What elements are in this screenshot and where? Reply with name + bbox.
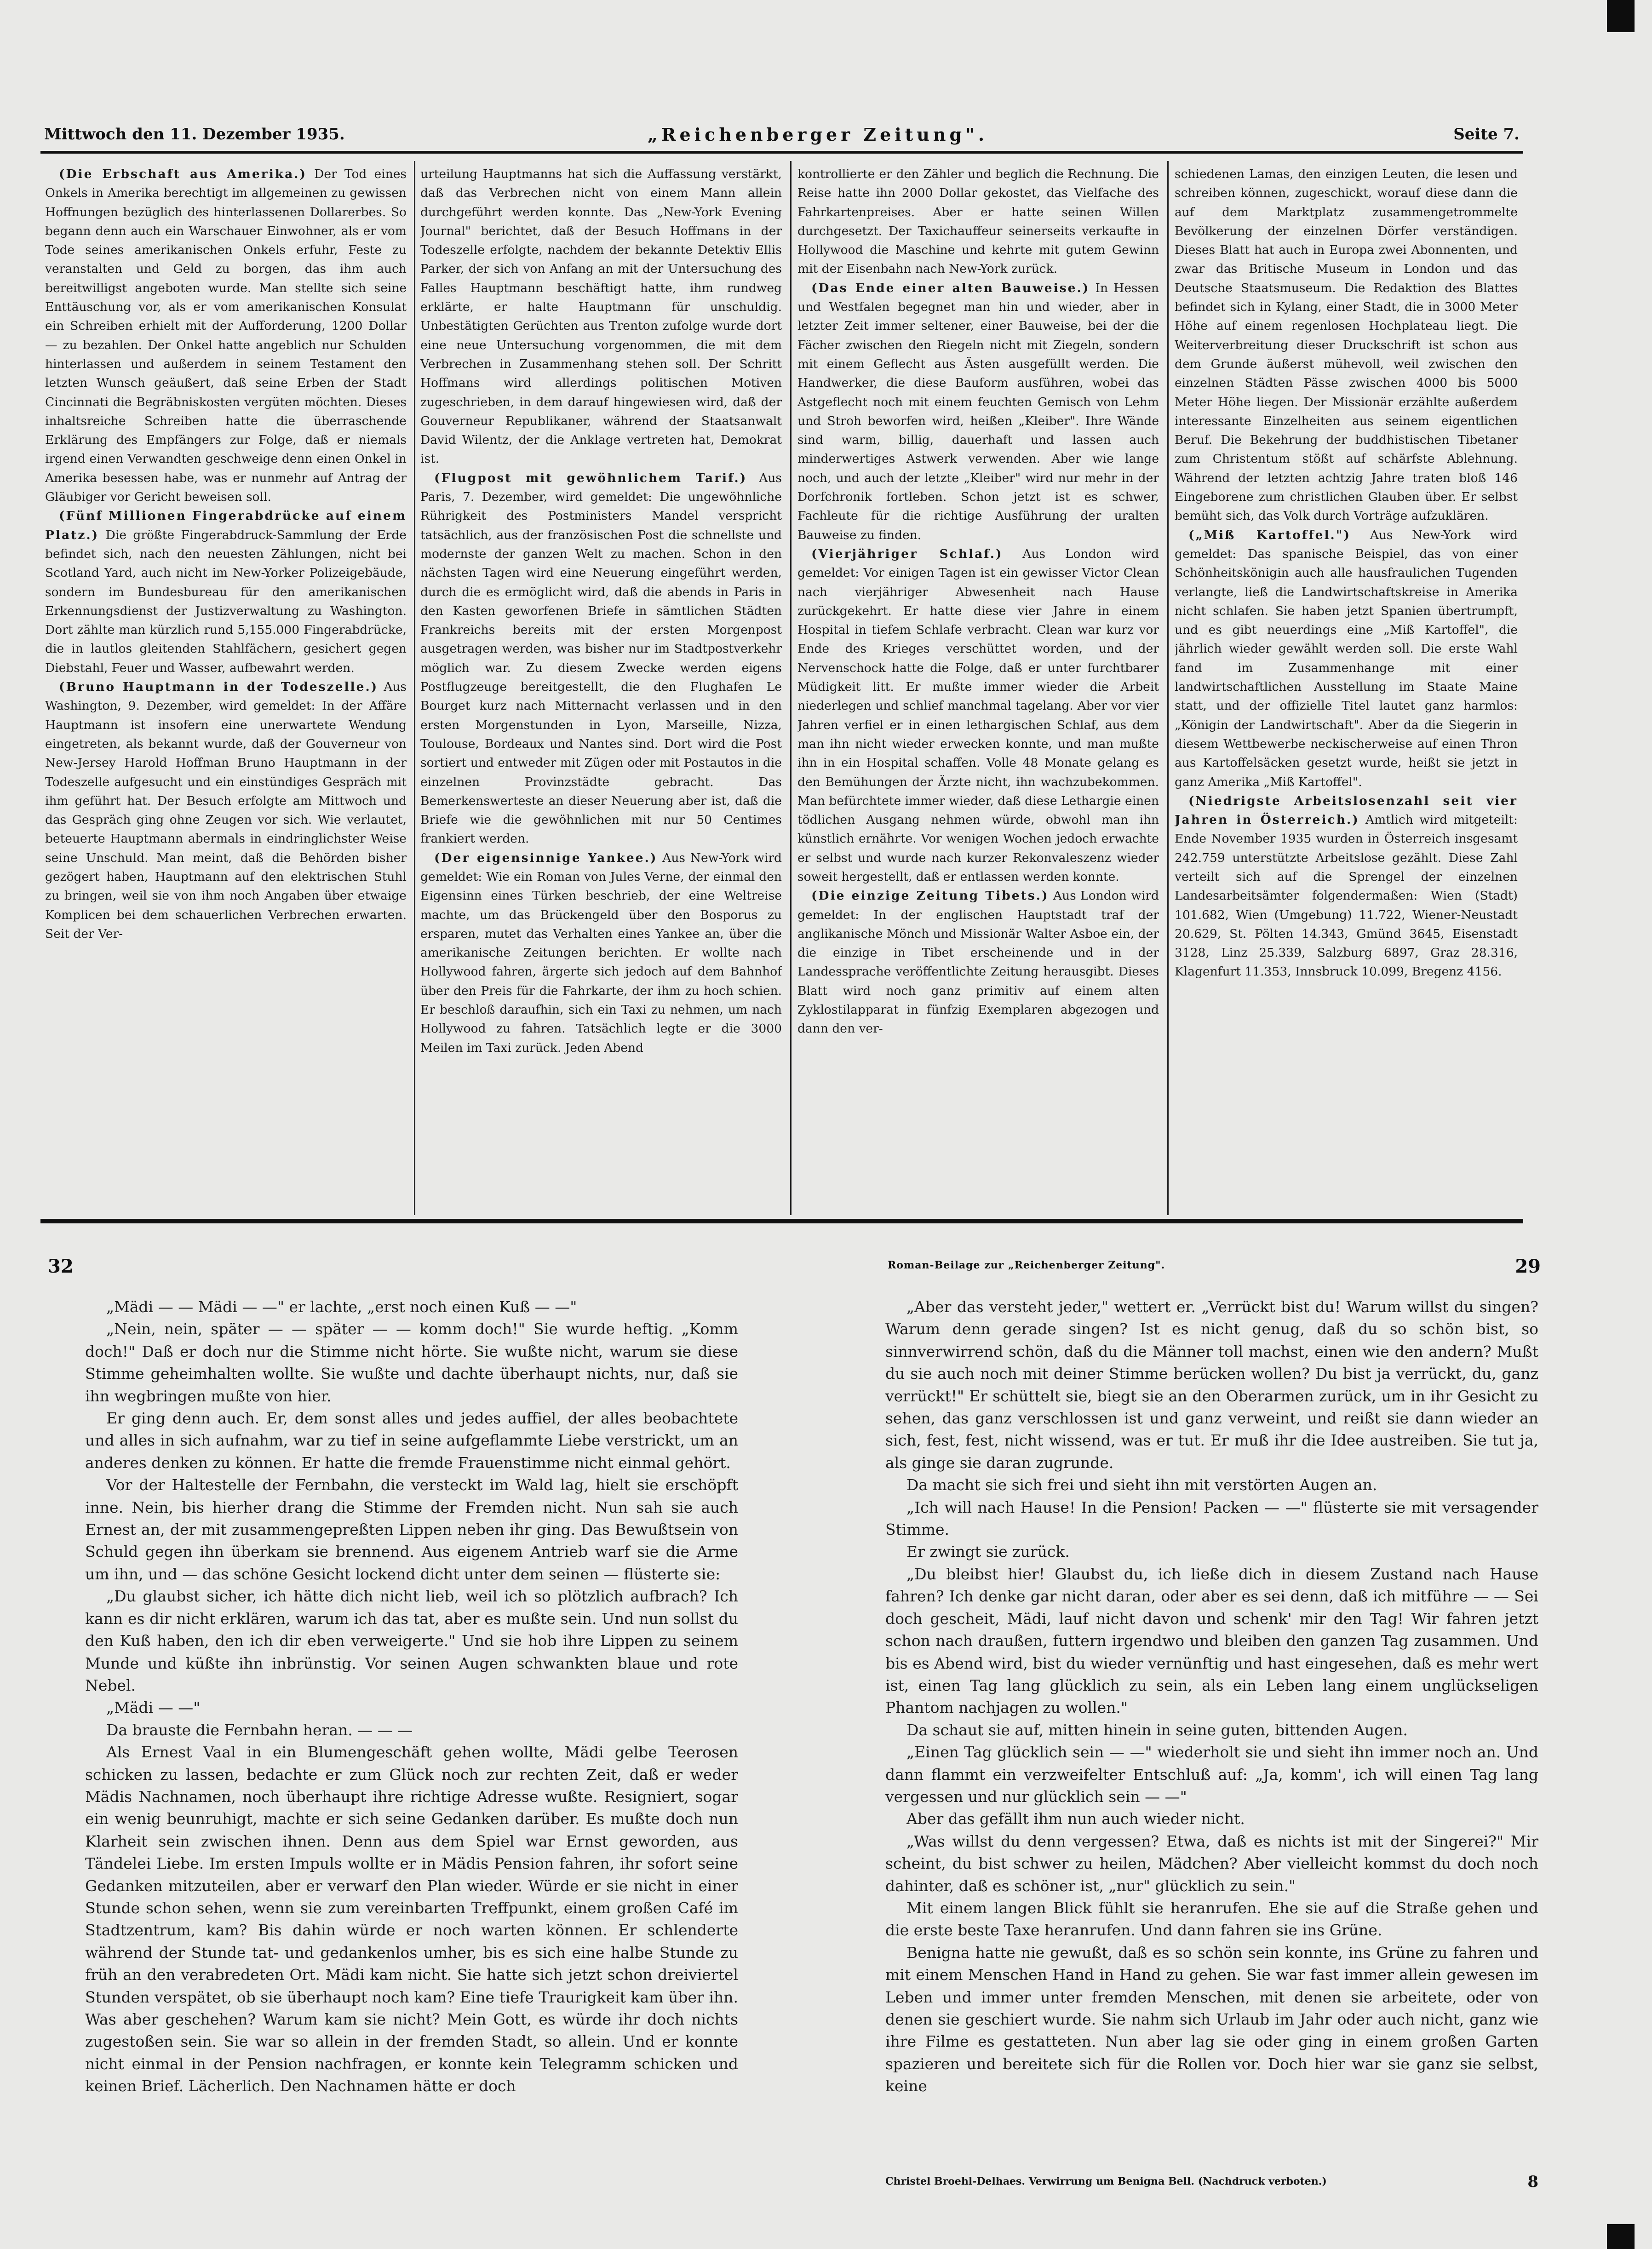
news-item	[420, 469, 782, 849]
news-item-headline: (Flugpost mit gewöhnlichem Tarif.)	[434, 470, 747, 485]
footer-signature: 8	[1527, 2173, 1538, 2191]
news-item-headline: (Niedrigste Arbeitslosenzahl seit vier Jahren in Österreich.)	[1175, 793, 1518, 827]
supplement-footer	[885, 2173, 1538, 2191]
story-paragraph: „Einen Tag glücklich sein — —" wiederholt sie und sieht ihn immer noch an. Und dann flammt ein verzweifelter Entschluß auf: „Ja, komm', ich will einen Tag lang vergessen und nur glücklich sein — —"	[885, 1743, 1538, 1806]
news-item-headline: (Der eigensinnige Yankee.)	[434, 850, 658, 865]
supplement-header	[842, 1256, 1568, 1283]
page-bottom-rule	[40, 1219, 1523, 1223]
news-item	[797, 545, 1159, 886]
newspaper-column-3	[797, 165, 1159, 1214]
news-item	[420, 165, 782, 469]
story-paragraph: Aber das gefällt ihm nun auch wieder nicht.	[906, 1810, 1245, 1828]
story-paragraph: Vor der Haltestelle der Fernbahn, die versteckt im Wald lag, hielt sie erschöpft inne. Nein, bis hierher drang die Stimme der Fremden nicht. Nun sah sie auch Ernest an, der mit zusammengepreßten Lippen neben ihr ging. Das Bewußtsein von Schuld gegen ihn überkam sie brennend. Aus eigenem Antrieb warf sie die Arme um ihn, und — das schöne Gesicht lockend dicht unter dem seinen — flüsterte sie:	[85, 1476, 738, 1583]
newspaper-column-2	[420, 165, 782, 1214]
news-item	[45, 677, 407, 943]
page-header	[40, 119, 1523, 151]
supplement-page-right	[842, 1242, 1568, 2212]
supplement-page-number: 32	[48, 1256, 74, 1277]
story-text	[85, 1296, 738, 2197]
story-paragraph: „Du bleibst hier! Glaubst du, ich ließe dich in diesem Zustand nach Hause fahren? Ich denke gar nicht daran, oder aber es sei denn, daß ich mitführe — — Sei doch gescheit, Mädi, lauf nicht davon und schenk' mir den Tag! Wir fahren jetzt schon nach draußen, futtern irgendwo und bleiben den ganzen Tag zusammen. Und bis es Abend wird, bist du wieder vernünftig und hast eingesehen, daß es mehr wert ist, einen Tag lang glücklich zu sein, als ein Leben lang einem unglückseligen Phantom nachjagen zu wollen."	[885, 1565, 1538, 1717]
news-item-body: Die größte Fingerabdruck-Sammlung der Erde befindet sich, nach den neuesten Zählungen, nicht bei Scotland Yard, auch nicht im New-Yorker Polizeigebäude, sondern im Bundesbureau für den amerikanischen Erkennungsdienst der Justizverwaltung zu Washington. Dort zählte man kürzlich rund 5,155.000 Fingerabdrücke, die in lautlos gleitenden Stahlfächern, gesichert gegen Diebstahl, Feuer und Wasser, aufbewahrt werden.	[45, 528, 407, 675]
news-item-headline: („Miß Kartoffel.")	[1188, 528, 1351, 542]
news-item	[797, 165, 1159, 279]
news-item-headline: (Vierjähriger Schlaf.)	[811, 546, 1003, 561]
column-divider	[414, 161, 415, 1215]
story-paragraph: Benigna hatte nie gewußt, daß es so schön sein konnte, ins Grüne zu fahren und mit einem Menschen Hand in Hand zu gehen. Sie war fast immer allein gewesen im Leben und immer unter fremden Menschen, mit denen sie arbeitete, oder von denen sie geschiert wurde. Sie nahm sich Urlaub im Jahr oder auch nicht, ganz wie ihre Filme es gestatteten. Nun aber lag sie oder ging in einem großen Garten spazieren und bereitete sich für die Rollen vor. Doch hier war sie ganz sie selbst, keine	[885, 1943, 1538, 2095]
story-paragraph: Da schaut sie auf, mitten hinein in seine guten, bittenden Augen.	[906, 1721, 1408, 1739]
news-item	[797, 886, 1159, 1038]
supplement-page-left	[41, 1242, 768, 2212]
news-item-headline: (Die Erbschaft aus Amerika.)	[59, 167, 307, 181]
news-item-body: Aus New-York wird gemeldet: Das spanische Beispiel, das von einer Schönheitskönigin auch alle hausfraulichen Tugenden verlangte, ließ die Landwirtschaftskreise in Amerika nicht schlafen. Sie haben jetzt Spanien übertrumpft, und es gibt neuerdings eine „Miß Kartoffel", die jährlich wieder gewählt werden soll. Die erste Wahl fand im Zusammenhange mit einer landwirtschaftlichen Ausstellung im Staate Maine statt, und der offizielle Titel lautet ganz harmlos: „Königin der Landwirtschaft". Aber da die Siegerin in diesem Wettbewerbe neckischerweise auf einen Thron aus Kartoffelsäcken gesetzt wurde, heißt sie jetzt in ganz Amerika „Miß Kartoffel".	[1175, 528, 1518, 789]
page-number: Seite 7.	[1453, 125, 1520, 143]
story-paragraph: „Ich will nach Hause! In die Pension! Packen — —" flüsterte sie mit versagender Stimme.	[885, 1498, 1538, 1539]
story-paragraph: „Du glaubst sicher, ich hätte dich nicht lieb, weil ich so plötzlich aufbrach? Ich kann es dir nicht erklären, warum ich das tat, aber es mußte sein. Und nun sollst du den Kuß haben, den ich dir eben verweigerte." Und sie hob ihre Lippen zu seinem Munde und küßte ihn inbrünstig. Vor seinen Augen schwankten blaue und rote Nebel.	[85, 1587, 738, 1694]
news-item-body: Aus London wird gemeldet: Vor einigen Tagen ist ein gewisser Victor Clean nach vierjähriger Abwesenheit nach Hause zurückgekehrt. Er hatte diese vier Jahre in einem Hospital in tiefem Schlafe verbracht. Clean war kurz vor Ende des Krieges verschüttet worden, und der Nervenschock hatte die Folge, daß er unter furchtbarer Müdigkeit litt. Er mußte immer wieder die Arbeit niederlegen und schlief manchmal tagelang. Aber vor vier Jahren verfiel er in einen lethargischen Schlaf, aus dem man ihn nicht wieder erwecken konnte, und man mußte ihn in ein Hospital schaffen. Volle 48 Monate gelang es den Bemühungen der Ärzte nicht, ihn wachzubekommen. Man befürchtete immer wieder, daß diese Lethargie einen tödlichen Ausgang nehmen würde, obwohl man ihn künstlich ernährte. Vor wenigen Wochen jedoch erwachte er selbst und wurde nach kurzer Rekonvaleszenz wieder soweit hergestellt, daß er entlassen werden konnte.	[797, 546, 1159, 884]
news-item	[1175, 165, 1518, 526]
newspaper-column-4	[1175, 165, 1518, 1214]
news-item	[45, 506, 407, 677]
header-rule	[40, 151, 1523, 154]
news-item	[1175, 792, 1518, 981]
supplement-series-title: Roman-Beilage zur „Reichenberger Zeitung".	[888, 1259, 1165, 1271]
story-paragraph: Da macht sie sich frei und sieht ihn mit verstörten Augen an.	[906, 1476, 1377, 1494]
corner-mark-bottom	[1607, 2224, 1635, 2249]
story-paragraph: „Was willst du denn vergessen? Etwa, daß es nichts ist mit der Singerei?" Mir scheint, du bist schwer zu heilen, Mädchen? Aber vielleicht kommst du doch noch dahinter, daß es schöner ist, „nur" glücklich zu sein."	[885, 1832, 1538, 1895]
story-paragraph: „Mädi — — Mädi — —" er lachte, „erst noch einen Kuß — —"	[106, 1298, 577, 1316]
news-item	[420, 849, 782, 1057]
story-paragraph: Als Ernest Vaal in ein Blumengeschäft gehen wollte, Mädi gelbe Teerosen schicken zu lassen, bedachte er zum Glück noch zur rechten Zeit, daß er weder Mädis Nachnamen, noch überhaupt ihre richtige Adresse wußte. Resigniert, sogar ein wenig beunruhigt, machte er sich seine Gedanken darüber. Es mußte doch nun Klarheit sein zwischen ihnen. Denn aus dem Spiel war Ernst geworden, aus Tändelei Liebe. Im ersten Impuls wollte er in Mädis Pension fahren, ihr sofort seine Gedanken mitzuteilen, aber er verwarf den Plan wieder. Würde er sie nicht in einer Stunde schon sehen, wenn sie zum vereinbarten Treffpunkt, einem großen Café im Stadtzentrum, kam? Bis dahin würde er noch warten können. Er schlenderte während der Stunde tat- und gedankenlos umher, bis es sich eine halbe Stunde zu früh an den verabredeten Ort. Mädi kam nicht. Sie hatte sich jetzt schon dreiviertel Stunden verspätet, ob sie überhaupt noch kam? Eine tiefe Traurigkeit kam über ihn. Was aber geschehen? Warum kam sie nicht? Mein Gott, es würde ihr doch nichts zugestoßen sein. Sie war so allein in der fremden Stadt, so allein. Und er konnte nicht einmal in der Pension nachfragen, er konnte kein Telegramm schicken und keinen Brief. Lächerlich. Den Nachnamen hätte er doch	[85, 1743, 738, 2095]
column-divider	[1167, 161, 1169, 1215]
news-item	[45, 165, 407, 506]
newspaper-column-1	[45, 165, 407, 1214]
news-item-body: urteilung Hauptmanns hat sich die Auffassung verstärkt, daß das Verbrechen nicht von einem Mann allein durchgeführt werden konnte. Das „New-York Evening Journal" berichtet, daß der Besuch Hoffmans in der Todeszelle erfolgte, nachdem der bekannte Detektiv Ellis Parker, der sich von Anfang an mit der Untersuchung des Falles Hauptmann beschäftigt hatte, ihm rundweg erklärte, er halte Hauptmann für unschuldig. Unbestätigten Gerüchten aus Trenton zufolge wurde dort eine neue Untersuchung vorgenommen, die mit dem Verbrechen in Zusammenhang stehen soll. Der Schritt Hoffmans wird allerdings politischen Motiven zugeschrieben, in dem darauf hingewiesen wird, daß der Gouverneur Republikaner, während der Staatsanwalt David Wilentz, der die Anklage vertreten hat, Demokrat ist.	[420, 167, 782, 466]
story-text	[885, 1296, 1538, 2197]
news-item-body: Aus Paris, 7. Dezember, wird gemeldet: Die ungewöhnliche Rührigkeit des Postministers Mandel verspricht tatsächlich, aus der französischen Post die schnellste und modernste der ganzen Welt zu machen. Schon in den nächsten Tagen wird eine Neuerung eingeführt werden, durch die es ermöglicht wird, daß die abends in Paris in den Kasten geworfenen Briefe in sämtlichen Städten Frankreichs bereits mit der ersten Morgenpost ausgetragen werden, was bisher nur im Stadtpostverkehr möglich war. Zu diesem Zwecke werden eigens Postflugzeuge bereitgestellt, die den Flughafen Le Bourget kurz nach Mitternacht verlassen und in den ersten Morgenstunden in Lyon, Marseille, Nizza, Toulouse, Bordeaux und Nantes sind. Dort wird die Post sortiert und entweder mit Zügen oder mit Postautos in die einzelnen Provinzstädte gebracht. Das Bemerkenswerteste an dieser Neuerung aber ist, daß die Briefe wie die gewöhnlichen mit nur 50 Centimes frankiert werden.	[420, 470, 782, 846]
news-item-body: Amtlich wird mitgeteilt: Ende November 1935 wurden in Österreich insgesamt 242.759 unterstützte Arbeitslose gezählt. Diese Zahl verteilt sich auf die Sprengel der einzelnen Landesarbeitsämter folgendermaßen: Wien (Stadt) 101.682, Wien (Umgebung) 11.722, Wiener-Neustadt 20.629, St. Pölten 14.343, Gmünd 3645, Eisenstadt 3128, Linz 25.339, Salzburg 6897, Graz 28.316, Klagenfurt 11.353, Innsbruck 10.099, Bregenz 4156.	[1175, 813, 1518, 979]
news-item-body: schiedenen Lamas, den einzigen Leuten, die lesen und schreiben können, zugeschickt, worauf diese dann die auf dem Marktplatz zusammengetrommelte Bevölkerung der einzelnen Dörfer verständigen. Dieses Blatt hat auch in Europa zwei Abonnenten, und zwar das Britische Museum in London und das Deutsche Staatsmuseum. Die Redaktion des Blattes befindet sich in Kylang, einer Stadt, die in 3000 Meter Höhe auf einem regenlosen Hochplateau liegt. Die Weiterverbreitung dieser Druckschrift ist schon aus dem Grunde äußerst mühevoll, weil zwischen den einzelnen Städten Pässe zwischen 4000 bis 5000 Meter Höhe liegen. Der Missionär erzählte außerdem interessante Einzelheiten aus seinem eigentlichen Beruf. Die Bekehrung der buddhistischen Tibetaner zum Christentum stößt auf schärfste Ablehnung. Während der letzten achtzig Jahre traten bloß 146 Eingeborene zum christlichen Glauben über. Er selbst bemüht sich, das Volk durch Vorträge aufzuklären.	[1175, 167, 1518, 523]
newspaper-title: „Reichenberger Zeitung".	[648, 124, 988, 145]
issue-date: Mittwoch den 11. Dezember 1935.	[44, 125, 345, 143]
news-item-body: Aus New-York wird gemeldet: Wie ein Roman von Jules Verne, der einmal den Eigensinn eines Türken beschrieb, der eine Weltreise machte, um das Brückengeld über den Bosporus zu ersparen, mutet das Verhalten eines Yankee an, über die amerikanische Zeitungen berichten. Er wollte nach Hollywood fahren, ärgerte sich jedoch auf dem Bahnhof über den Preis für die Fahrkarte, der ihm zu hoch schien. Er beschloß daraufhin, sich ein Taxi zu nehmen, um nach Hollywood zu fahren. Tatsächlich legte er die 3000 Meilen im Taxi zurück. Jeden Abend	[420, 850, 782, 1055]
news-item-body: In Hessen und Westfalen begegnet man hin und wieder, aber in letzter Zeit immer seltener, einer Bauweise, bei der die Fächer zwischen den Riegeln nicht mit Ziegeln, sondern mit einem Geflecht aus Ästen ausgefüllt werden. Die Handwerker, die diese Bauform ausführen, wobei das Astgeflecht noch mit einem feuchten Gemisch von Lehm und Stroh beworfen wird, heißen „Kleiber". Ihre Wände sind warm, billig, dauerhaft und lassen auch minderwertiges Astwerk verwenden. Aber wie lange noch, und auch der letzte „Kleiber" wird nur mehr in der Dorfchronik fortleben. Schon jetzt ist es schwer, Fachleute für die richtige Ausführung der uralten Bauweise zu finden.	[797, 281, 1159, 542]
news-item-headline: (Fünf Millionen Fingerabdrücke auf einem Platz.)	[45, 509, 407, 542]
column-divider	[790, 161, 792, 1215]
corner-mark-top	[1607, 0, 1635, 32]
story-paragraph: Da brauste die Fernbahn heran. — — —	[106, 1721, 413, 1739]
story-paragraph: „Mädi — —"	[106, 1698, 201, 1717]
story-paragraph: Mit einem langen Blick fühlt sie heranrufen. Ehe sie auf die Straße gehen und die erste beste Taxe heranrufen. Und dann fahren sie ins Grüne.	[885, 1899, 1538, 1939]
supplement-header	[41, 1256, 768, 1283]
story-paragraph: „Nein, nein, später — — später — — komm doch!" Sie wurde heftig. „Komm doch!" Daß er doch nur die Stimme nicht hörte. Sie wußte nicht, warum sie diese Stimme geheimhalten wollte. Sie wußte und dachte überhaupt nichts, nur, daß sie ihn wegbringen mußte von hier.	[85, 1320, 738, 1405]
footer-credit: Christel Broehl-Delhaes. Verwirrung um Benigna Bell. (Nachdruck verboten.)	[885, 2175, 1327, 2187]
news-item	[1175, 526, 1518, 792]
news-item-headline: (Das Ende einer alten Bauweise.)	[811, 281, 1090, 295]
story-paragraph: Er zwingt sie zurück.	[906, 1543, 1070, 1561]
newspaper-page	[40, 119, 1523, 1241]
news-item-body: Der Tod eines Onkels in Amerika berechtigt im allgemeinen zu gewissen Hoffnungen bezüglich des hinterlassenen Dollarerbes. So begann denn auch ein Warschauer Einwohner, als er vom Tode seines amerikanischen Onkels erfuhr, Feste zu veranstalten und Geld zu borgen, das ihm auch bereitwilligst angeboten wurde. Man stellte sich seine Enttäuschung vor, als er vom amerikanischen Konsulat ein Schreiben erhielt mit der Aufforderung, 1200 Dollar — zu bezahlen. Der Onkel hatte angeblich nur Schulden hinterlassen und außerdem in seinem Testament den letzten Wunsch geäußert, daß seine Erben der Stadt Cincinnati die Begräbniskosten vergüten möchten. Dieses inhaltsreiche Schreiben hatte die überraschende Erklärung des Empfängers zur Folge, daß er niemals irgend einen Verwandten geschweige denn einen Onkel in Amerika besessen habe, was er nunmehr auf Antrag der Gläubiger vor Gericht beweisen soll.	[45, 167, 407, 505]
story-paragraph: „Aber das versteht jeder," wettert er. „Verrückt bist du! Warum willst du singen? Warum denn gerade singen? Ist es nicht genug, daß du so schön bist, so sinnverwirrend schön, daß du die Männer toll machst, einen wie den andern? Mußt du sie auch noch mit deiner Stimme berücken wollen? Du bist ja verrückt, du, ganz verrückt!" Er schüttelt sie, biegt sie an den Oberarmen zurück, um in ihr Gesicht zu sehen, das ganz verschlossen ist und ganz verweint, und reißt sie dann wieder an sich, fest, fest, nicht wissend, was er tut. Er muß ihr die Idee austreiben. Sie tut ja, als ginge sie daran zugrunde.	[885, 1298, 1538, 1472]
story-paragraph: Er ging denn auch. Er, dem sonst alles und jedes auffiel, der alles beobachtete und alles in sich aufnahm, war zu tief in seine aufgeflammte Liebe verstrickt, um an anderes denken zu können. Er hatte die fremde Frauenstimme nicht einmal gehört.	[85, 1409, 738, 1472]
news-item-body: Aus Washington, 9. Dezember, wird gemeldet: In der Affäre Hauptmann ist insofern eine unerwartete Wendung eingetreten, als bekannt wurde, daß der Gouverneur von New-Jersey Harold Hoffman Bruno Hauptmann in der Todeszelle aufgesucht und ein einstündiges Gespräch mit ihm geführt hat. Der Besuch erfolgte am Mittwoch und das Gespräch ging ohne Zeugen vor sich. Wie verlautet, beteuerte Hauptmann abermals in eindringlichster Weise seine Unschuld. Man meint, daß die Behörden bisher gezögert haben, Hauptmann auf den elektrischen Stuhl zu bringen, weil sie von ihm noch Angaben über etwaige Komplicen bei dem schauerlichen Verbrechen erwarten. Seit der Ver-	[45, 680, 407, 941]
supplement-page-number: 29	[1515, 1256, 1541, 1277]
news-item-headline: (Die einzige Zeitung Tibets.)	[811, 889, 1049, 903]
news-item	[797, 279, 1159, 545]
news-item-body: Aus London wird gemeldet: In der englischen Hauptstadt traf der anglikanische Mönch und Missionär Walter Asboe ein, der die einzige in Tibet erscheinende und in der Landessprache veröffentlichte Zeitung herausgibt. Dieses Blatt wird noch ganz primitiv auf einem alten Zyklostilapparat in fünfzig Exemplaren abgezogen und dann den ver-	[797, 889, 1159, 1036]
news-item-headline: (Bruno Hauptmann in der Todeszelle.)	[59, 680, 379, 694]
news-item-body: kontrollierte er den Zähler und beglich die Rechnung. Die Reise hatte ihn 2000 Dollar gekostet, das Vielfache des Fahrkartenpreises. Aber er hatte seinen Willen durchgesetzt. Der Taxichauffeur seinerseits verkaufte in Hollywood die Maschine und kehrte mit gutem Gewinn mit der Eisenbahn nach New-York zurück.	[797, 167, 1159, 276]
